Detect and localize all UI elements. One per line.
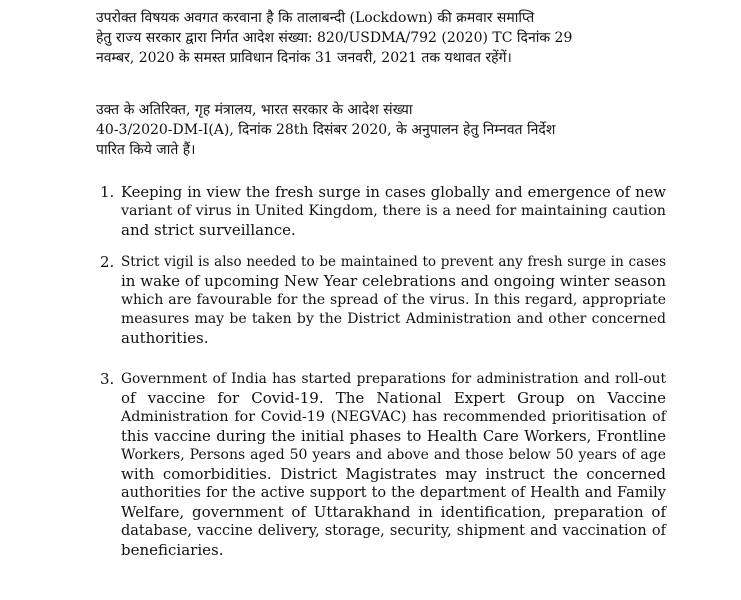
text-line: in wake of upcoming New Year celebrations and ongoing winter season bbox=[121, 272, 666, 290]
text-line: which are favourable for the spread of the virus. In this regard, appropriate bbox=[121, 292, 666, 308]
list-item-number: 3. bbox=[100, 370, 115, 388]
text-line: variant of virus in United Kingdom, there is a need for maintaining caution bbox=[121, 203, 666, 219]
text-line: Administration for Covid-19 (NEGVAC) has recommended prioritisation of bbox=[121, 409, 666, 425]
text-line: पारित किये जाते हैं। bbox=[96, 142, 196, 158]
text-line: beneficiaries. bbox=[121, 541, 224, 559]
list-item-text bbox=[121, 253, 666, 348]
text-line: 40-3/2020-DM-I(A), दिनांक 28th दिसंबर 2020, के अनुपालन हेतु निम्नवत निर्देश bbox=[96, 122, 556, 138]
text-line: authorities for the active support to the department of Health and Family bbox=[121, 485, 666, 501]
paragraph-mha-order bbox=[96, 100, 666, 160]
text-line: authorities. bbox=[121, 329, 209, 347]
text-line: of vaccine for Covid-19. The National Expert Group on Vaccine bbox=[121, 389, 666, 407]
text-line: उपरोक्त विषयक अवगत करवाना है कि तालाबन्दी (Lockdown) की क्रमवार समाप्ति bbox=[96, 10, 535, 26]
text-line: Keeping in view the fresh surge in cases globally and emergence of new bbox=[121, 184, 666, 201]
text-line: Workers, Persons aged 50 years and above and those below 50 years of age bbox=[121, 447, 666, 463]
text-line: Strict vigil is also needed to be maintained to prevent any fresh surge in cases bbox=[121, 254, 666, 270]
text-line: this vaccine during the initial phases to Health Care Workers, Frontline bbox=[121, 428, 666, 445]
list-item-number: 1. bbox=[100, 183, 115, 201]
text-line: Welfare, government of Uttarakhand in identification, preparation of bbox=[121, 503, 666, 521]
text-line: with comorbidities. District Magistrates may instruct the concerned bbox=[121, 465, 666, 483]
text-line: हेतु राज्य सरकार द्वारा निर्गत आदेश संख्या: 820/USDMA/792 (2020) TC दिनांक 29 bbox=[96, 30, 573, 46]
text-line: उक्त के अतिरिक्त, गृह मंत्रालय, भारत सरकार के आदेश संख्या bbox=[96, 102, 413, 118]
list-item-text bbox=[121, 183, 666, 240]
text-line: and strict surveillance. bbox=[121, 221, 296, 239]
text-line: database, vaccine delivery, storage, security, shipment and vaccination of bbox=[121, 523, 666, 539]
text-line: Government of India has started preparations for administration and roll-out bbox=[121, 371, 666, 387]
list-item-number: 2. bbox=[100, 253, 115, 271]
list-item-text bbox=[121, 370, 666, 560]
text-line: नवम्बर, 2020 के समस्त प्राविधान दिनांक 31 जनवरी, 2021 तक यथावत रहेंगें। bbox=[96, 50, 512, 66]
text-line: measures may be taken by the District Administration and other concerned bbox=[121, 311, 666, 327]
paragraph-lockdown-order bbox=[96, 8, 666, 68]
